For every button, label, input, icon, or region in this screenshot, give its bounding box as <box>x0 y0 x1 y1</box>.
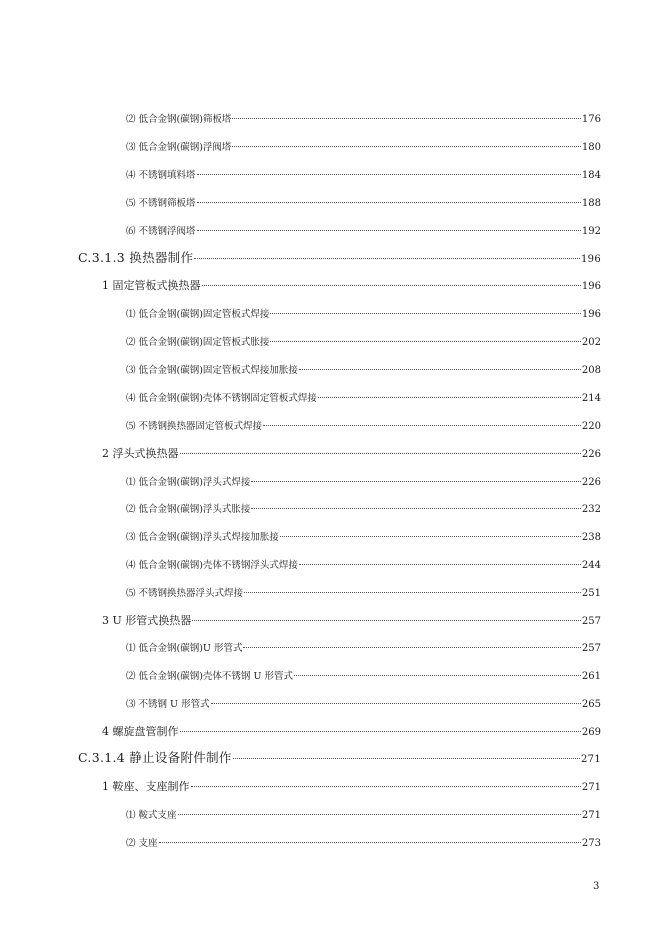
toc-entry-page: 271 <box>581 754 601 765</box>
toc-entry-label: ⑵ 支座 <box>126 838 158 849</box>
dot-leader <box>294 675 581 676</box>
toc-section-heading[interactable] <box>78 248 601 266</box>
toc-entry[interactable] <box>126 807 601 821</box>
toc-entry-label: ⑵ 低合金钢(碳钢)筛板塔 <box>126 114 232 125</box>
dot-leader <box>270 341 580 342</box>
toc-entry-label: ⑷ 低合金钢(碳钢)壳体不锈钢浮头式焊接 <box>126 560 298 571</box>
toc-entry[interactable] <box>126 362 601 376</box>
toc-entry-label: ⑶ 低合金钢(碳钢)浮头式焊接加胀接 <box>126 532 279 543</box>
toc-entry[interactable] <box>126 306 601 320</box>
page-number: 3 <box>593 881 600 892</box>
toc-entry-label: ⑷ 低合金钢(碳钢)壳体不锈钢固定管板式焊接 <box>126 393 317 404</box>
toc-entry-label: ⑶ 不锈钢 U 形管式 <box>126 699 210 710</box>
toc-entry[interactable] <box>126 418 601 432</box>
toc-entry[interactable] <box>126 585 601 599</box>
toc-entry-page: 196 <box>581 309 601 320</box>
toc-entry-page: 257 <box>581 616 601 627</box>
dot-leader <box>197 174 581 175</box>
toc-subsection[interactable] <box>102 445 601 461</box>
toc-entry[interactable] <box>126 334 601 348</box>
dot-leader <box>192 620 581 621</box>
dot-leader <box>232 146 580 147</box>
toc-entry-label: 1 固定管板式换热器 <box>102 279 201 292</box>
dot-leader <box>178 814 581 815</box>
toc-entry-page: 192 <box>581 226 601 237</box>
toc-entry-label: ⑵ 低合金钢(碳钢)浮头式胀接 <box>126 504 251 515</box>
toc-entry-label: 4 螺旋盘管制作 <box>102 725 179 738</box>
toc-subsection[interactable] <box>102 277 601 293</box>
toc-entry-page: 188 <box>581 198 601 209</box>
toc-subsection[interactable] <box>102 778 601 794</box>
dot-leader <box>180 731 581 732</box>
dot-leader <box>251 481 580 482</box>
toc-entry-page: 226 <box>581 449 601 460</box>
toc-entry-label: ⑵ 低合金钢(碳钢)壳体不锈钢 U 形管式 <box>126 671 293 682</box>
dot-leader <box>159 842 581 843</box>
dot-leader <box>280 536 581 537</box>
toc-entry-page: 202 <box>581 337 601 348</box>
toc-subsection[interactable] <box>102 723 601 739</box>
dot-leader <box>243 647 580 648</box>
toc-entry-page: 269 <box>581 727 601 738</box>
toc-entry[interactable] <box>126 640 601 654</box>
toc-entry[interactable] <box>126 195 601 209</box>
toc-entry-label: C.3.1.3 换热器制作 <box>78 250 194 265</box>
toc-entry-label: C.3.1.4 静止设备附件制作 <box>78 750 232 765</box>
toc-entry[interactable] <box>126 390 601 404</box>
dot-leader <box>299 369 581 370</box>
toc-entry-label: ⑴ 低合金钢(碳钢)浮头式焊接 <box>126 477 251 488</box>
toc-entry[interactable] <box>126 111 601 125</box>
dot-leader <box>194 258 580 259</box>
dot-leader <box>211 703 581 704</box>
toc-entry-page: 176 <box>581 114 601 125</box>
dot-leader <box>318 397 581 398</box>
toc-entry-page: 265 <box>581 699 601 710</box>
toc-entry-label: ⑵ 低合金钢(碳钢)固定管板式胀接 <box>126 337 270 348</box>
toc-entry-page: 196 <box>581 254 601 265</box>
toc-entry[interactable] <box>126 139 601 153</box>
dot-leader <box>251 508 580 509</box>
toc-entry-page: 214 <box>581 393 601 404</box>
toc-entry-page: 273 <box>581 838 601 849</box>
toc-entry[interactable] <box>126 557 601 571</box>
toc-entry-label: 3 U 形管式换热器 <box>102 614 192 627</box>
toc-entry-page: 232 <box>581 504 601 515</box>
toc-entry-page: 220 <box>581 421 601 432</box>
toc-section-heading[interactable] <box>78 748 601 766</box>
toc-subsection[interactable] <box>102 612 601 628</box>
toc-entry-label: ⑷ 不锈钢填料塔 <box>126 170 196 181</box>
toc-entry-page: 261 <box>581 671 601 682</box>
dot-leader <box>191 786 581 787</box>
toc-entry[interactable] <box>126 167 601 181</box>
toc-entry-page: 251 <box>581 588 601 599</box>
toc-entry[interactable] <box>126 223 601 237</box>
toc-entry-page: 244 <box>581 560 601 571</box>
toc-entry-page: 238 <box>581 532 601 543</box>
dot-leader <box>197 202 581 203</box>
toc-entry[interactable] <box>126 668 601 682</box>
dot-leader <box>202 285 581 286</box>
dot-leader <box>270 313 580 314</box>
toc-entry-label: ⑸ 不锈钢筛板塔 <box>126 198 196 209</box>
toc-entry-page: 180 <box>581 142 601 153</box>
toc-entry-label: ⑴ 鞍式支座 <box>126 810 177 821</box>
toc-entry-page: 184 <box>581 170 601 181</box>
dot-leader <box>180 453 581 454</box>
toc-entry[interactable] <box>126 529 601 543</box>
toc-entry-label: ⑶ 低合金钢(碳钢)浮阀塔 <box>126 142 232 153</box>
toc-entry-page: 208 <box>581 365 601 376</box>
toc-entry-label: ⑹ 不锈钢浮阀塔 <box>126 226 196 237</box>
toc-entry-page: 196 <box>581 281 601 292</box>
toc-entry-label: ⑶ 低合金钢(碳钢)固定管板式焊接加胀接 <box>126 365 298 376</box>
toc-entry[interactable] <box>126 835 601 849</box>
toc-entry[interactable] <box>126 474 601 488</box>
dot-leader <box>244 592 581 593</box>
toc-entry-page: 257 <box>581 643 601 654</box>
toc-entry-label: 1 鞍座、支座制作 <box>102 780 190 793</box>
dot-leader <box>232 118 580 119</box>
dot-leader <box>263 425 581 426</box>
toc-entry-label: 2 浮头式换热器 <box>102 447 179 460</box>
dot-leader <box>299 564 581 565</box>
toc-entry-label: ⑴ 低合金钢(碳钢)固定管板式焊接 <box>126 309 270 320</box>
dot-leader <box>233 758 580 759</box>
toc-entry[interactable] <box>126 501 601 515</box>
toc-entry-page: 271 <box>581 810 601 821</box>
toc-entry-label: ⑸ 不锈钢换热器浮头式焊接 <box>126 588 244 599</box>
dot-leader <box>197 230 581 231</box>
toc-entry-label: ⑴ 低合金钢(碳钢)U 形管式 <box>126 643 243 654</box>
toc-entry[interactable] <box>126 696 601 710</box>
toc-entry-page: 226 <box>581 477 601 488</box>
toc-entry-label: ⑸ 不锈钢换热器固定管板式焊接 <box>126 421 263 432</box>
toc-entry-page: 271 <box>581 782 601 793</box>
